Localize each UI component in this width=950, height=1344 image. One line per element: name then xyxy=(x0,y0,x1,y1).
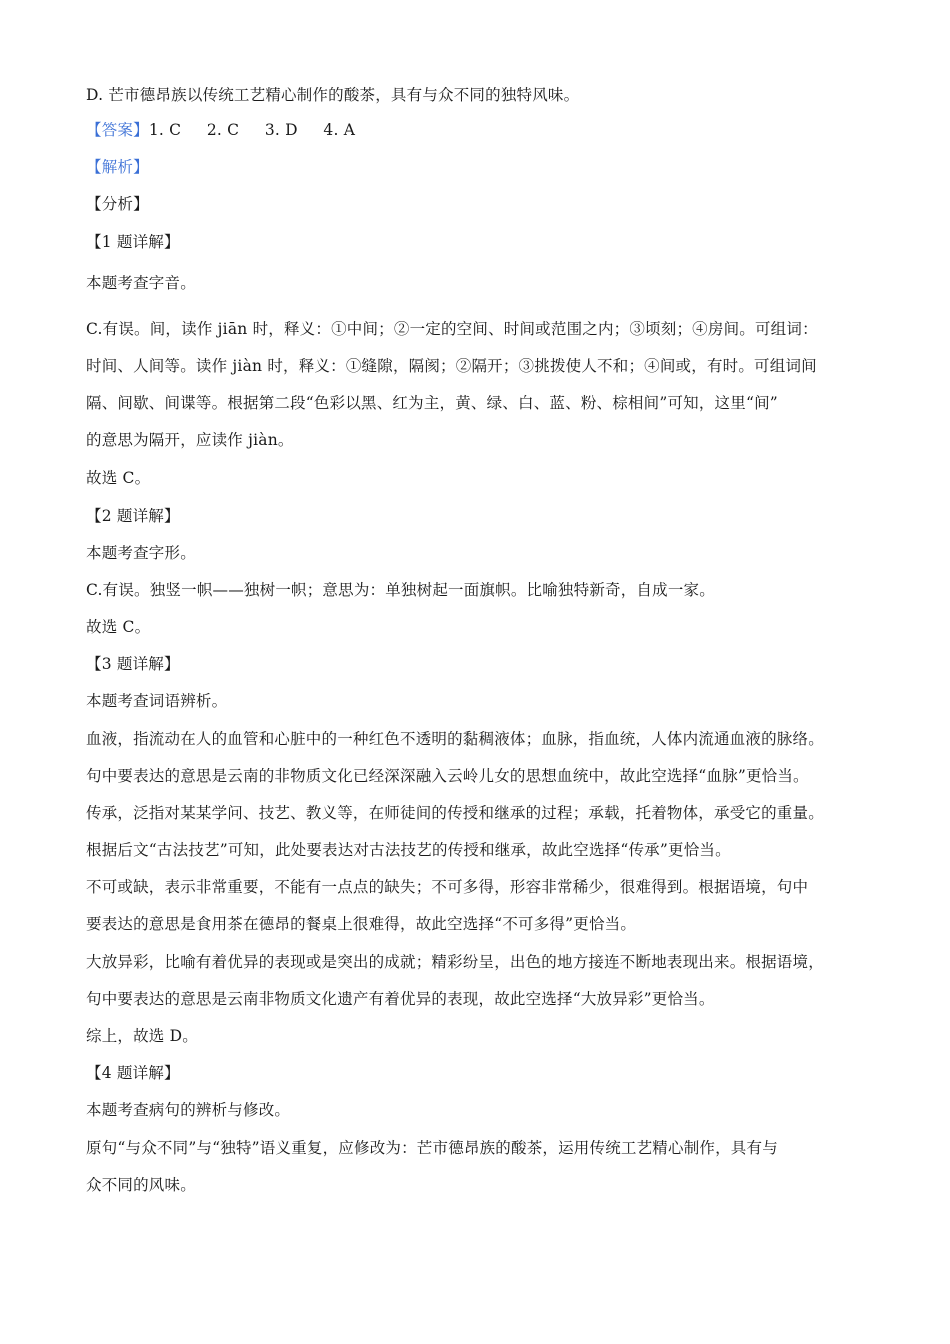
q3-line-4: 根据后文“古法技艺”可知，此处要表达对古法技艺的传授和继承，故此空选择“传承”更恰当。 xyxy=(86,841,731,859)
option-d-text: D. 芒市德昂族以传统工艺精心制作的酸茶，具有与众不同的独特风味。 xyxy=(86,86,580,104)
q4-intro: 本题考查病句的辨析与修改。 xyxy=(86,1101,291,1119)
q3-line-3: 传承，泛指对某某学问、技艺、教义等，在师徒间的传授和继承的过程；承载，托着物体，承受它的重量。 xyxy=(86,804,824,822)
q2-heading: 【2 题详解】 xyxy=(86,507,180,525)
q3-line-7: 大放异彩，比喻有着优异的表现或是突出的成就；精彩纷呈，出色的地方接连不断地表现出来。根据语境， xyxy=(86,953,824,971)
answer-label: 【答案】 xyxy=(86,121,149,139)
q3-conclusion: 综上，故选 D。 xyxy=(86,1027,198,1045)
q3-heading: 【3 题详解】 xyxy=(86,655,180,673)
q1-line-1: C.有误。间，读作 jiān 时，释义：①中间；②一定的空间、时间或范围之内；③顷刻；④房间。可组词： xyxy=(86,320,818,338)
analysis-label: 【解析】 xyxy=(86,158,149,176)
q1-line-4: 的意思为隔开，应读作 jiàn。 xyxy=(86,431,294,449)
q1-heading: 【1 题详解】 xyxy=(86,233,180,251)
q1-conclusion: 故选 C。 xyxy=(86,469,151,487)
q4-line-1: 原句“与众不同”与“独特”语义重复，应修改为：芒市德昂族的酸茶，运用传统工艺精心制作，具有与 xyxy=(86,1139,778,1157)
q1-line-3: 隔、间歇、间谍等。根据第二段“色彩以黑、红为主，黄、绿、白、蓝、粉、棕相间”可知，这里“间” xyxy=(86,394,778,412)
answer-line xyxy=(86,119,876,141)
q2-line-1: C.有误。独竖一帜——独树一帜；意思为：单独树起一面旗帜。比喻独特新奇，自成一家。 xyxy=(86,581,715,599)
fenxi-label: 【分析】 xyxy=(86,195,149,213)
q3-line-8: 句中要表达的意思是云南非物质文化遗产有着优异的表现，故此空选择“大放异彩”更恰当。 xyxy=(86,990,715,1008)
q1-intro: 本题考查字音。 xyxy=(86,274,196,292)
q3-line-2: 句中要表达的意思是云南的非物质文化已经深深融入云岭儿女的思想血统中，故此空选择“血脉”更恰当。 xyxy=(86,767,809,785)
q3-line-6: 要表达的意思是食用茶在德昂的餐桌上很难得，故此空选择“不可多得”更恰当。 xyxy=(86,915,637,933)
q3-intro: 本题考查词语辨析。 xyxy=(86,692,228,710)
q1-line-2: 时间、人间等。读作 jiàn 时，释义：①缝隙，隔阂；②隔开；③挑拨使人不和；④间或，有时。可组词间 xyxy=(86,357,817,375)
q4-line-2: 众不同的风味。 xyxy=(86,1176,196,1194)
answer-text: 1. C 2. C 3. D 4. A xyxy=(148,121,356,139)
q3-line-5: 不可或缺，表示非常重要，不能有一点点的缺失；不可多得，形容非常稀少，很难得到。根据语境，句中 xyxy=(86,878,809,896)
q2-intro: 本题考查字形。 xyxy=(86,544,196,562)
q3-line-1: 血液，指流动在人的血管和心脏中的一种红色不透明的黏稠液体；血脉，指血统，人体内流通血液的脉络。 xyxy=(86,730,824,748)
q2-conclusion: 故选 C。 xyxy=(86,618,151,636)
q4-heading: 【4 题详解】 xyxy=(86,1064,180,1082)
